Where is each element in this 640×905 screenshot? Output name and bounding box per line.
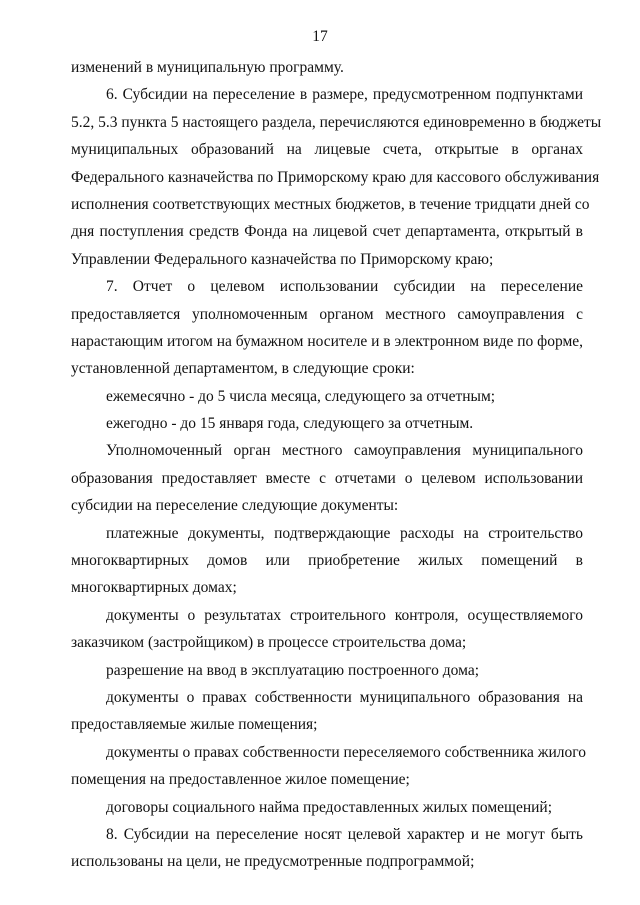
text-line: установленной департаментом, в следующие сроки: xyxy=(71,360,415,378)
text-line: 5.2, 5.3 пункта 5 настоящего раздела, перечисляются единовременно в бюджеты xyxy=(71,113,602,131)
text-line: нарастающим итогом на бумажном носителе и в электронном виде по форме, xyxy=(71,332,584,350)
text-line: образования предоставляет вместе с отчетами о целевом использовании xyxy=(71,469,583,487)
text-line: муниципальных образований на лицевые счета, открытые в органах xyxy=(71,141,583,159)
text-line: исполнения соответствующих местных бюджетов, в течение тридцати дней со xyxy=(71,195,590,213)
text-line: многоквартирных домах; xyxy=(71,579,237,597)
text-line: договоры социального найма предоставленных жилых помещений; xyxy=(106,798,553,816)
text-line: документы о результатах строительного контроля, осуществляемого xyxy=(106,606,583,624)
text-line: разрешение на ввод в эксплуатацию построенного дома; xyxy=(106,661,480,679)
document-body xyxy=(71,54,602,876)
text-line: 8. Субсидии на переселение носят целевой характер и не могут быть xyxy=(106,825,583,843)
text-line: Федерального казначейства по Приморскому краю для кассового обслуживания xyxy=(71,168,600,186)
page-number: 17 xyxy=(312,28,328,45)
text-line: ежемесячно - до 5 числа месяца, следующего за отчетным; xyxy=(106,387,496,405)
text-line: субсидии на переселение следующие документы: xyxy=(71,497,399,515)
text-line: многоквартирных домов или приобретение жилых помещений в xyxy=(71,552,583,570)
text-line: документы о правах собственности муниципального образования на xyxy=(106,688,583,706)
text-line: Уполномоченный орган местного самоуправления муниципального xyxy=(106,442,583,460)
text-line: помещения на предоставленное жилое помещение; xyxy=(71,771,410,789)
text-line: дня поступления средств Фонда на лицевой счет департамента, открытый в xyxy=(71,223,583,241)
text-line: заказчиком (застройщиком) в процессе строительства дома; xyxy=(71,634,467,652)
text-line: изменений в муниципальную программу. xyxy=(71,59,344,76)
text-line: предоставляется уполномоченным органом местного самоуправления с xyxy=(71,305,583,323)
text-line: предоставляемые жилые помещения; xyxy=(71,716,318,734)
text-line: платежные документы, подтверждающие расходы на строительство xyxy=(106,524,583,542)
text-line: документы о правах собственности переселяемого собственника жилого xyxy=(106,743,586,761)
text-line: использованы на цели, не предусмотренные подпрограммой; xyxy=(71,853,475,871)
text-line: 7. Отчет о целевом использовании субсидии на переселение xyxy=(106,278,583,296)
text-line: ежегодно - до 15 января года, следующего за отчетным. xyxy=(106,415,474,433)
text-line: 6. Субсидии на переселение в размере, предусмотренном подпунктами xyxy=(106,86,583,104)
text-line: Управлении Федерального казначейства по Приморскому краю; xyxy=(71,250,494,268)
